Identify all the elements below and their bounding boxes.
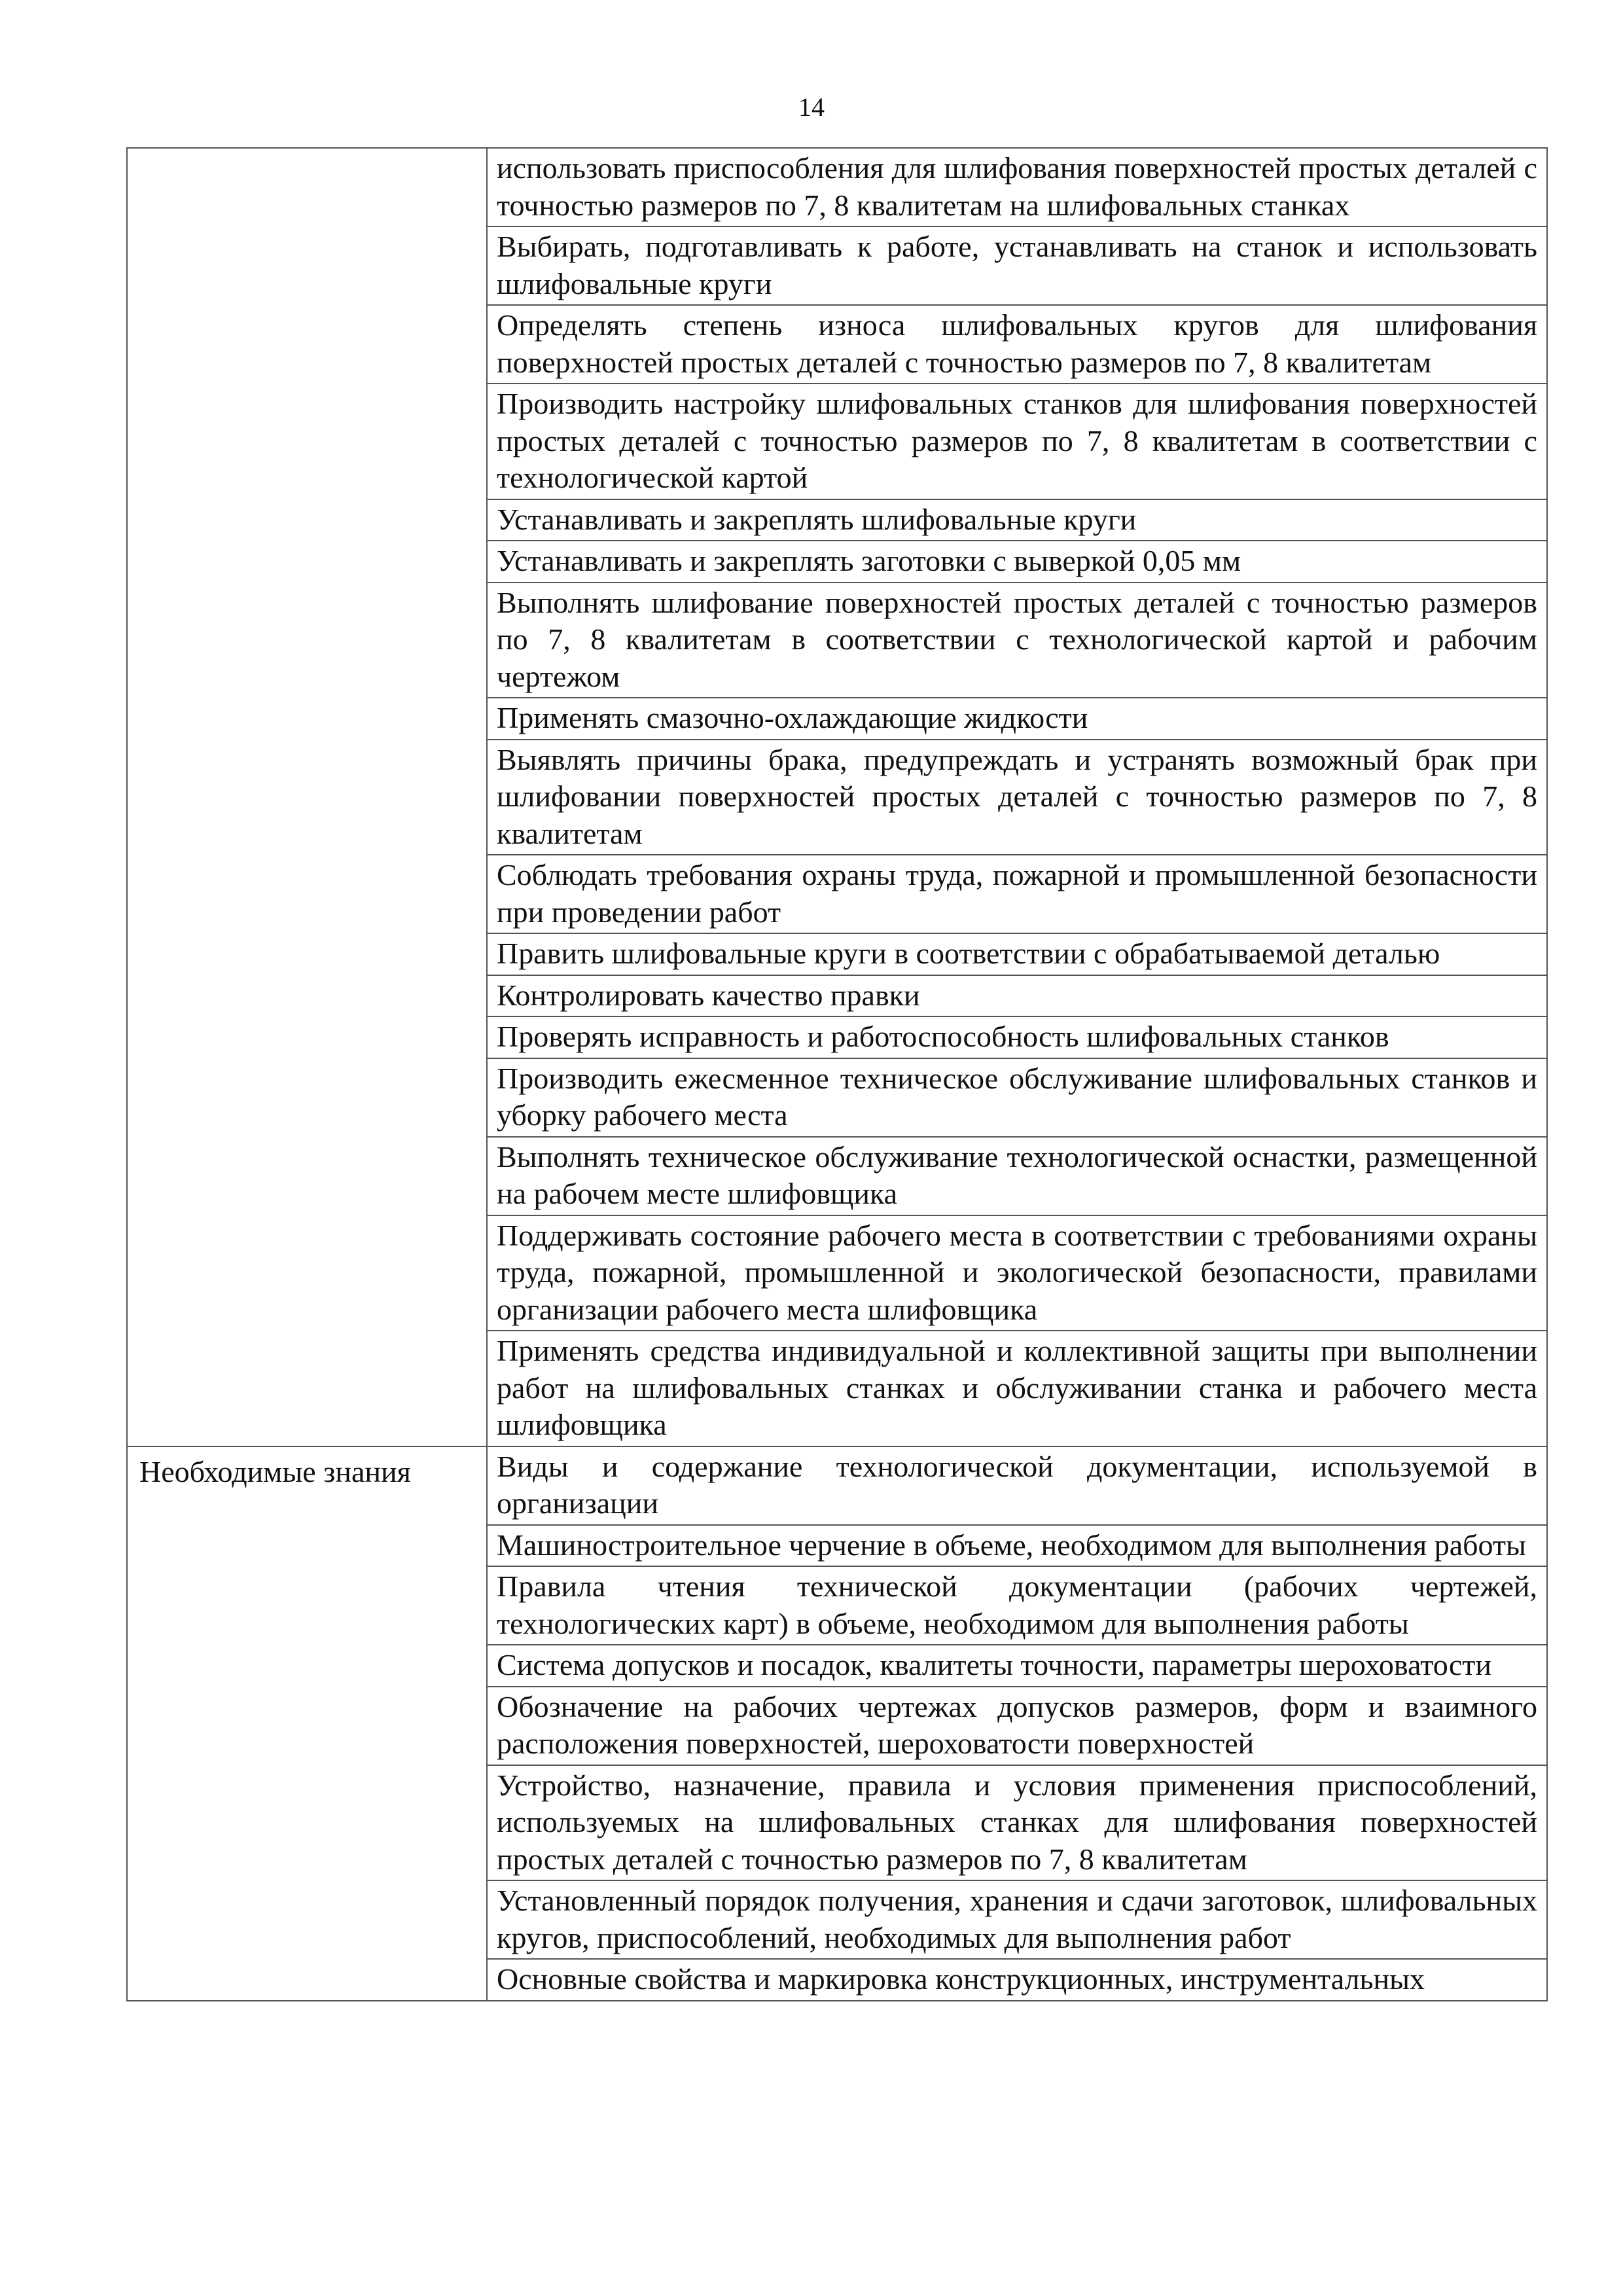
skill-item: Производить настройку шлифовальных станков для шлифования поверхностей простых деталей с точностью размеров по 7, 8 квалитетам в соответствии с технологической картой [487,384,1547,499]
skill-item: Выбирать, подготавливать к работе, устанавливать на станок и использовать шлифовальные круги [487,226,1547,305]
knowledge-item: Установленный порядок получения, хранения и сдачи заготовок, шлифовальных кругов, приспособлений, необходимых для выполнения работ [487,1880,1547,1959]
skill-item: Устанавливать и закреплять заготовки с выверкой 0,05 мм [487,541,1547,583]
skill-item: Выполнять шлифование поверхностей простых деталей с точностью размеров по 7, 8 квалитетам в соответствии с технологической картой и рабочим чертежом [487,583,1547,698]
skill-item: использовать приспособления для шлифования поверхностей простых деталей с точностью размеров по 7, 8 квалитетам на шлифовальных станках [487,148,1547,226]
knowledge-item: Основные свойства и маркировка конструкционных, инструментальных [487,1959,1547,2001]
skill-item: Устанавливать и закреплять шлифовальные круги [487,499,1547,541]
table-row [127,1446,1547,1525]
skill-item: Применять средства индивидуальной и коллективной защиты при выполнении работ на шлифовальных станках и обслуживании станка и рабочего места шлифовщика [487,1331,1547,1446]
requirements-table [126,147,1548,2001]
knowledge-item: Правила чтения технической документации (рабочих чертежей, технологических карт) в объеме, необходимом для выполнения работы [487,1566,1547,1645]
skill-item: Выполнять техническое обслуживание технологической оснастки, размещенной на рабочем месте шлифовщика [487,1137,1547,1215]
skill-item: Соблюдать требования охраны труда, пожарной и промышленной безопасности при проведении работ [487,855,1547,933]
skill-item: Проверять исправность и работоспособность шлифовальных станков [487,1016,1547,1058]
knowledge-item: Машиностроительное черчение в объеме, необходимом для выполнения работы [487,1525,1547,1567]
knowledge-item: Устройство, назначение, правила и условия применения приспособлений, используемых на шлифовальных станках для шлифования поверхностей простых деталей с точностью размеров по 7, 8 квалитетам [487,1765,1547,1881]
knowledge-item: Система допусков и посадок, квалитеты точности, параметры шероховатости [487,1645,1547,1687]
skill-item: Править шлифовальные круги в соответствии с обрабатываемой деталью [487,933,1547,975]
skill-item: Определять степень износа шлифовальных кругов для шлифования поверхностей простых деталей с точностью размеров по 7, 8 квалитетам [487,305,1547,384]
skills-section-label [127,148,487,1446]
knowledge-section-label: Необходимые знания [127,1446,487,2001]
table-row [127,148,1547,226]
knowledge-item: Обозначение на рабочих чертежах допусков размеров, форм и взаимного расположения поверхностей, шероховатости поверхностей [487,1687,1547,1765]
skill-item: Производить ежесменное техническое обслуживание шлифовальных станков и уборку рабочего места [487,1058,1547,1137]
page-number: 14 [798,92,825,122]
skill-item: Выявлять причины брака, предупреждать и устранять возможный брак при шлифовании поверхностей простых деталей с точностью размеров по 7, 8 квалитетам [487,740,1547,855]
knowledge-item: Виды и содержание технологической документации, используемой в организации [487,1446,1547,1525]
skill-item: Контролировать качество правки [487,975,1547,1017]
skill-item: Поддерживать состояние рабочего места в соответствии с требованиями охраны труда, пожарной, промышленной и экологической безопасности, правилами организации рабочего места шлифовщика [487,1215,1547,1331]
skill-item: Применять смазочно-охлаждающие жидкости [487,698,1547,740]
